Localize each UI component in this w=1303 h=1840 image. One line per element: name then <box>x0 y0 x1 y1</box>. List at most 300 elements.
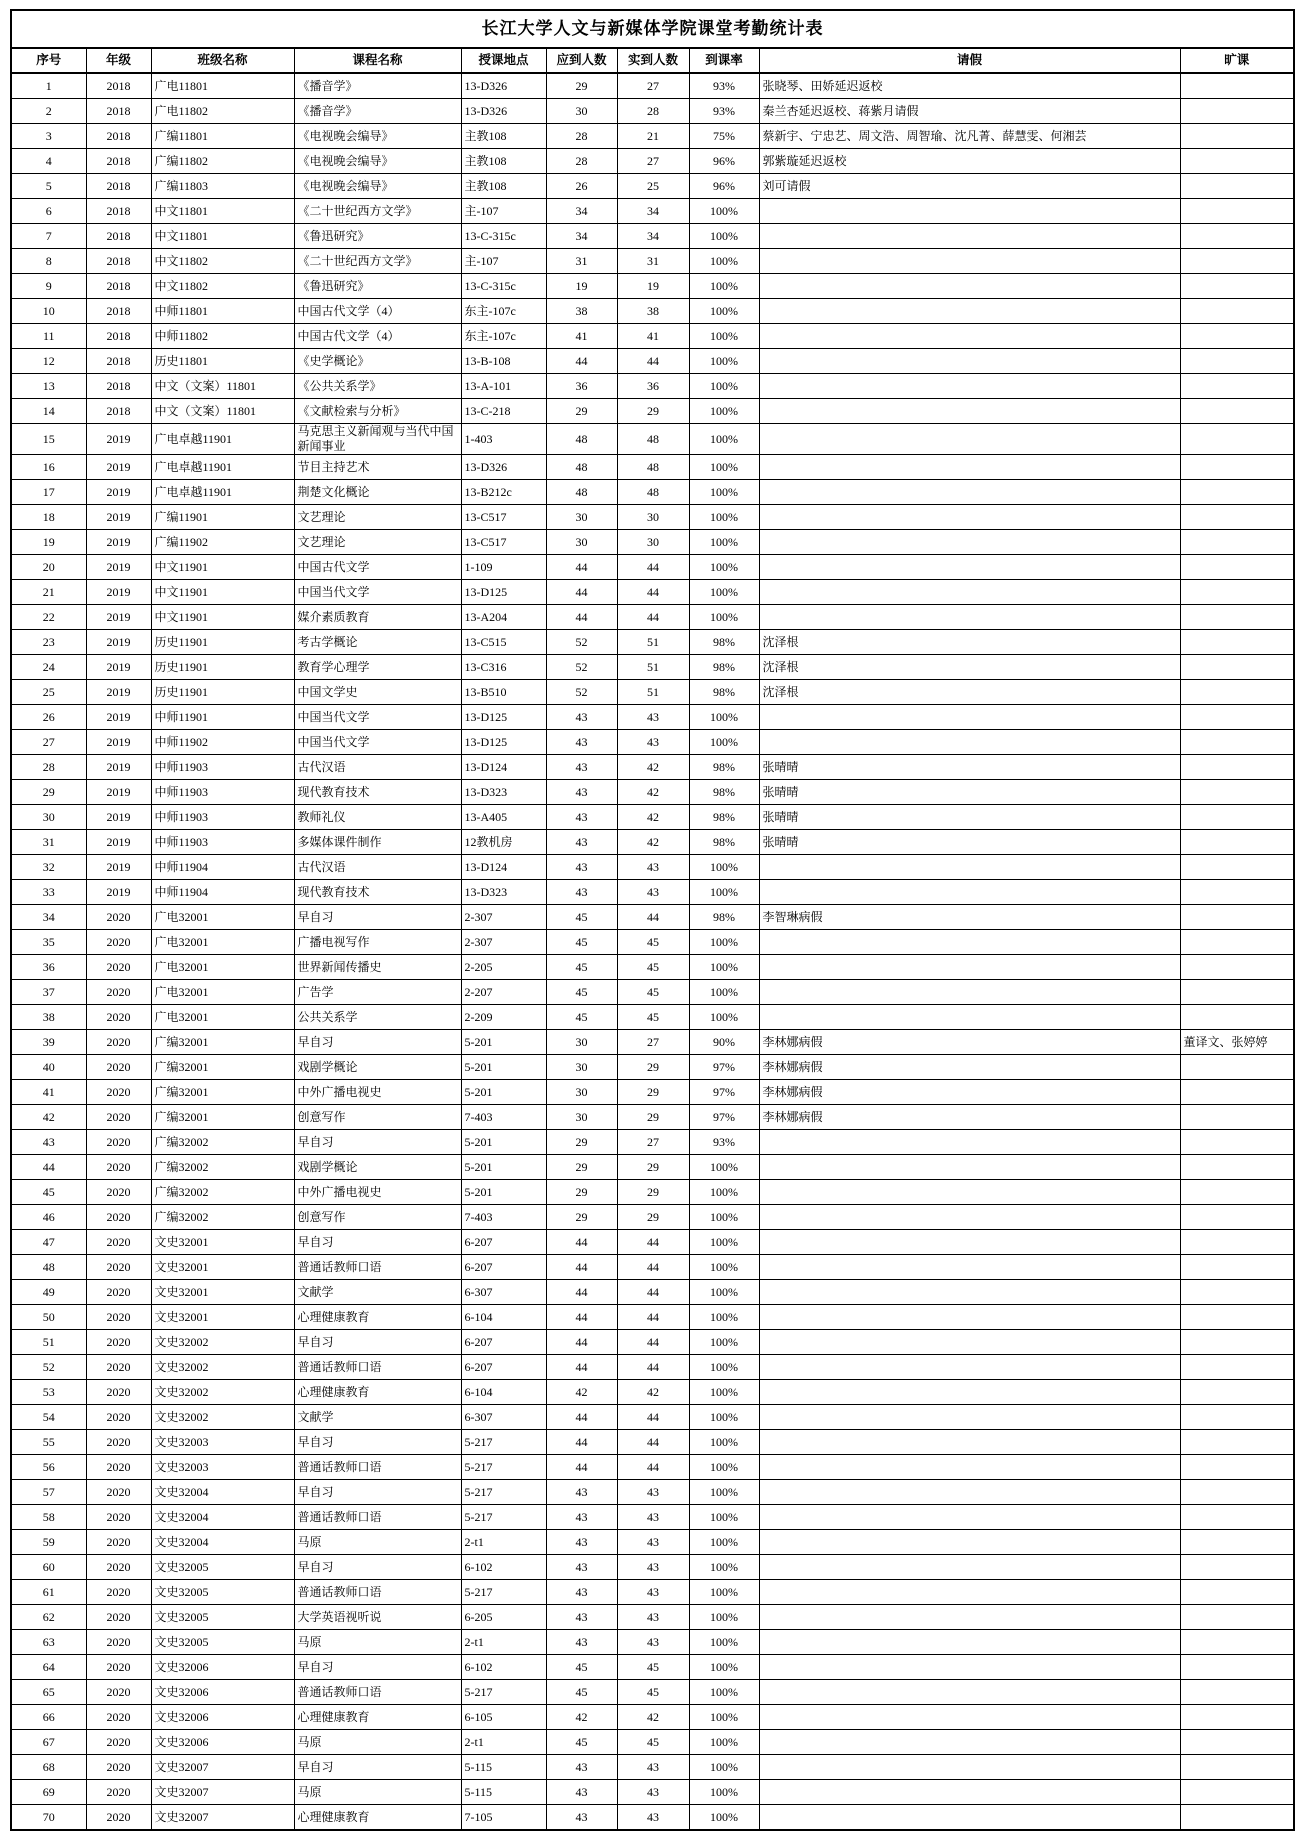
table-cell: 6-104 <box>461 1380 546 1405</box>
table-cell: 2020 <box>86 1305 151 1330</box>
table-cell <box>759 249 1180 274</box>
table-cell: 100% <box>689 349 759 374</box>
table-cell: 戏剧学概论 <box>294 1155 461 1180</box>
table-cell: 44 <box>617 905 689 930</box>
table-cell <box>1180 1230 1294 1255</box>
table-cell <box>1180 399 1294 424</box>
table-cell: 42 <box>546 1380 617 1405</box>
table-row <box>11 530 1294 555</box>
table-cell: 29 <box>546 1130 617 1155</box>
table-cell: 2020 <box>86 1455 151 1480</box>
table-cell <box>1180 680 1294 705</box>
table-cell: 1-109 <box>461 555 546 580</box>
table-cell: 2019 <box>86 455 151 480</box>
table-cell: 广编32001 <box>151 1105 294 1130</box>
table-cell: 62 <box>11 1605 86 1630</box>
table-row <box>11 1805 1294 1831</box>
table-cell: 2-t1 <box>461 1630 546 1655</box>
table-cell: 44 <box>546 1430 617 1455</box>
table-cell: 2020 <box>86 1655 151 1680</box>
table-cell <box>1180 880 1294 905</box>
table-cell: 48 <box>546 455 617 480</box>
table-cell: 李林娜病假 <box>759 1105 1180 1130</box>
table-cell: 普通话教师口语 <box>294 1680 461 1705</box>
table-cell: 主教108 <box>461 124 546 149</box>
table-cell: 52 <box>546 630 617 655</box>
table-cell: 48 <box>617 480 689 505</box>
table-cell: 13-D125 <box>461 705 546 730</box>
table-cell: 2020 <box>86 930 151 955</box>
table-cell: 广编32002 <box>151 1130 294 1155</box>
table-cell <box>1180 1530 1294 1555</box>
column-header-5: 应到人数 <box>546 48 617 73</box>
table-cell: 中师11903 <box>151 805 294 830</box>
table-row <box>11 424 1294 455</box>
table-cell: 29 <box>617 1105 689 1130</box>
table-cell: 43 <box>546 1805 617 1831</box>
table-cell: 28 <box>546 149 617 174</box>
table-cell <box>759 1005 1180 1030</box>
table-cell: 《二十世纪西方文学》 <box>294 199 461 224</box>
table-cell: 文艺理论 <box>294 530 461 555</box>
table-cell <box>1180 1130 1294 1155</box>
table-cell: 早自习 <box>294 1430 461 1455</box>
column-header-1: 年级 <box>86 48 151 73</box>
table-cell <box>759 374 1180 399</box>
table-cell: 6-207 <box>461 1230 546 1255</box>
table-cell: 43 <box>617 1630 689 1655</box>
table-cell: 2020 <box>86 1680 151 1705</box>
table-cell: 5-201 <box>461 1080 546 1105</box>
table-cell: 文史32006 <box>151 1680 294 1705</box>
table-cell: 5-201 <box>461 1030 546 1055</box>
table-cell: 节目主持艺术 <box>294 455 461 480</box>
table-cell: 29 <box>617 1080 689 1105</box>
table-cell: 45 <box>617 955 689 980</box>
table-cell: 文史32005 <box>151 1580 294 1605</box>
table-cell: 100% <box>689 1430 759 1455</box>
table-cell: 中国古代文学 <box>294 555 461 580</box>
table-cell: 文史32002 <box>151 1380 294 1405</box>
table-cell: 27 <box>617 1030 689 1055</box>
table-cell: 12教机房 <box>461 830 546 855</box>
table-cell: 66 <box>11 1705 86 1730</box>
table-cell: 43 <box>617 855 689 880</box>
table-cell: 75% <box>689 124 759 149</box>
table-cell: 古代汉语 <box>294 755 461 780</box>
table-cell: 现代教育技术 <box>294 880 461 905</box>
table-cell: 12 <box>11 349 86 374</box>
table-cell: 5-201 <box>461 1155 546 1180</box>
table-cell: 《二十世纪西方文学》 <box>294 249 461 274</box>
table-cell: 100% <box>689 1280 759 1305</box>
table-cell: 文史32007 <box>151 1805 294 1831</box>
table-cell: 96% <box>689 149 759 174</box>
table-cell: 100% <box>689 1630 759 1655</box>
table-row <box>11 730 1294 755</box>
table-cell: 98% <box>689 755 759 780</box>
table-cell: 19 <box>11 530 86 555</box>
table-cell: 43 <box>617 1605 689 1630</box>
table-cell: 历史11901 <box>151 655 294 680</box>
column-header-0: 序号 <box>11 48 86 73</box>
table-cell: 98% <box>689 805 759 830</box>
table-cell: 100% <box>689 224 759 249</box>
table-cell <box>1180 1055 1294 1080</box>
table-cell: 2020 <box>86 1480 151 1505</box>
table-cell: 广电卓越11901 <box>151 455 294 480</box>
table-cell: 13-D124 <box>461 855 546 880</box>
table-cell: 100% <box>689 1255 759 1280</box>
table-cell: 30 <box>617 505 689 530</box>
attendance-table <box>10 9 1295 1831</box>
table-cell: 27 <box>617 149 689 174</box>
table-cell: 100% <box>689 955 759 980</box>
table-cell: 2020 <box>86 1730 151 1755</box>
table-cell: 100% <box>689 530 759 555</box>
table-cell <box>1180 1305 1294 1330</box>
table-cell: 普通话教师口语 <box>294 1505 461 1530</box>
table-cell: 54 <box>11 1405 86 1430</box>
table-cell: 44 <box>546 1280 617 1305</box>
table-cell: 2-207 <box>461 980 546 1005</box>
table-row <box>11 174 1294 199</box>
table-cell: 郭紫璇延迟返校 <box>759 149 1180 174</box>
table-cell: 45 <box>11 1180 86 1205</box>
table-row <box>11 755 1294 780</box>
table-cell: 文史32003 <box>151 1430 294 1455</box>
table-cell: 2020 <box>86 1580 151 1605</box>
table-cell: 100% <box>689 505 759 530</box>
table-cell: 广电11802 <box>151 99 294 124</box>
table-cell: 2020 <box>86 1755 151 1780</box>
table-cell: 100% <box>689 1730 759 1755</box>
table-cell: 文史32005 <box>151 1555 294 1580</box>
table-row <box>11 1505 1294 1530</box>
table-row <box>11 1205 1294 1230</box>
table-cell <box>759 1730 1180 1755</box>
table-cell: 36 <box>617 374 689 399</box>
table-cell: 43 <box>546 1605 617 1630</box>
table-cell: 中师11802 <box>151 324 294 349</box>
table-cell: 52 <box>546 655 617 680</box>
table-cell: 2020 <box>86 1605 151 1630</box>
table-cell <box>759 199 1180 224</box>
table-cell: 38 <box>617 299 689 324</box>
table-cell: 2020 <box>86 1230 151 1255</box>
table-cell: 6-307 <box>461 1280 546 1305</box>
table-cell: 30 <box>546 1030 617 1055</box>
table-row <box>11 705 1294 730</box>
table-cell: 蔡新宇、宁忠艺、周文浩、周智瑜、沈凡菁、薛慧雯、何湘芸 <box>759 124 1180 149</box>
table-cell: 5-217 <box>461 1430 546 1455</box>
table-cell <box>759 1380 1180 1405</box>
table-cell: 44 <box>617 1430 689 1455</box>
table-cell: 张晴晴 <box>759 830 1180 855</box>
table-cell: 2018 <box>86 324 151 349</box>
table-cell <box>1180 1630 1294 1655</box>
table-cell: 100% <box>689 1605 759 1630</box>
table-cell: 2020 <box>86 1780 151 1805</box>
table-cell: 42 <box>617 805 689 830</box>
table-cell <box>759 1530 1180 1555</box>
table-cell <box>1180 99 1294 124</box>
table-cell: 文史32002 <box>151 1405 294 1430</box>
table-cell <box>1180 955 1294 980</box>
table-cell: 21 <box>11 580 86 605</box>
table-cell: 13-D326 <box>461 99 546 124</box>
table-cell <box>759 299 1180 324</box>
table-row <box>11 1355 1294 1380</box>
table-cell: 100% <box>689 1330 759 1355</box>
table-cell: 中国当代文学 <box>294 730 461 755</box>
table-cell: 2019 <box>86 555 151 580</box>
table-cell: 1-403 <box>461 424 546 455</box>
table-cell: 30 <box>546 1080 617 1105</box>
table-cell: 28 <box>546 124 617 149</box>
table-cell: 2018 <box>86 299 151 324</box>
table-cell: 30 <box>546 99 617 124</box>
table-cell <box>1180 299 1294 324</box>
table-cell: 32 <box>11 855 86 880</box>
table-cell: 98% <box>689 780 759 805</box>
table-cell: 97% <box>689 1105 759 1130</box>
table-cell: 早自习 <box>294 1555 461 1580</box>
table-cell: 59 <box>11 1530 86 1555</box>
table-cell: 30 <box>617 530 689 555</box>
table-cell: 5-217 <box>461 1680 546 1705</box>
table-cell: 34 <box>617 199 689 224</box>
table-cell <box>759 1630 1180 1655</box>
table-cell: 14 <box>11 399 86 424</box>
table-cell: 秦兰杏延迟返校、蒋紫月请假 <box>759 99 1180 124</box>
table-cell: 43 <box>546 755 617 780</box>
table-cell: 2018 <box>86 349 151 374</box>
table-cell: 5-201 <box>461 1180 546 1205</box>
table-cell: 5-217 <box>461 1480 546 1505</box>
table-cell: 13-C316 <box>461 655 546 680</box>
table-row <box>11 1305 1294 1330</box>
table-cell <box>759 955 1180 980</box>
table-cell: 文史32001 <box>151 1255 294 1280</box>
table-cell: 2020 <box>86 1805 151 1831</box>
table-cell: 2020 <box>86 1630 151 1655</box>
table-cell: 13-D326 <box>461 73 546 99</box>
table-cell: 古代汉语 <box>294 855 461 880</box>
table-cell: 100% <box>689 1580 759 1605</box>
table-row <box>11 1680 1294 1705</box>
table-cell: 70 <box>11 1805 86 1831</box>
table-cell: 13-B212c <box>461 480 546 505</box>
table-cell: 2019 <box>86 605 151 630</box>
table-cell <box>759 705 1180 730</box>
table-cell: 刘可请假 <box>759 174 1180 199</box>
table-cell: 6-307 <box>461 1405 546 1430</box>
table-cell <box>1180 73 1294 99</box>
table-cell: 公共关系学 <box>294 1005 461 1030</box>
table-cell: 2020 <box>86 905 151 930</box>
table-cell: 2019 <box>86 480 151 505</box>
table-cell: 文史32007 <box>151 1755 294 1780</box>
table-cell: 早自习 <box>294 1655 461 1680</box>
table-cell: 2019 <box>86 730 151 755</box>
table-cell: 40 <box>11 1055 86 1080</box>
table-cell: 中师11903 <box>151 830 294 855</box>
column-header-3: 课程名称 <box>294 48 461 73</box>
table-cell: 63 <box>11 1630 86 1655</box>
table-cell: 《播音学》 <box>294 73 461 99</box>
table-row <box>11 1530 1294 1555</box>
table-cell <box>1180 1580 1294 1605</box>
table-cell: 19 <box>546 274 617 299</box>
table-cell: 27 <box>11 730 86 755</box>
table-cell: 48 <box>546 480 617 505</box>
table-cell <box>1180 174 1294 199</box>
table-cell: 5-217 <box>461 1505 546 1530</box>
table-cell: 100% <box>689 1780 759 1805</box>
table-cell: 27 <box>617 1130 689 1155</box>
table-cell: 43 <box>617 1530 689 1555</box>
table-cell: 现代教育技术 <box>294 780 461 805</box>
table-cell <box>759 480 1180 505</box>
table-cell <box>1180 980 1294 1005</box>
table-row <box>11 124 1294 149</box>
table-cell <box>759 274 1180 299</box>
table-header-row <box>11 48 1294 73</box>
table-cell: 2019 <box>86 680 151 705</box>
table-cell: 2020 <box>86 1430 151 1455</box>
table-cell: 51 <box>617 680 689 705</box>
table-cell <box>1180 1355 1294 1380</box>
table-cell: 广编11802 <box>151 149 294 174</box>
column-header-6: 实到人数 <box>617 48 689 73</box>
table-cell: 100% <box>689 930 759 955</box>
table-cell <box>1180 1655 1294 1680</box>
table-cell: 文艺理论 <box>294 505 461 530</box>
table-cell: 43 <box>546 1580 617 1605</box>
table-cell: 2020 <box>86 1330 151 1355</box>
table-cell: 51 <box>617 630 689 655</box>
table-row <box>11 905 1294 930</box>
table-cell: 52 <box>546 680 617 705</box>
table-cell: 100% <box>689 1355 759 1380</box>
table-cell: 13-C-315c <box>461 274 546 299</box>
table-cell: 100% <box>689 1555 759 1580</box>
table-cell: 《鲁迅研究》 <box>294 224 461 249</box>
table-cell: 教育学心理学 <box>294 655 461 680</box>
table-cell <box>1180 374 1294 399</box>
table-cell: 13-C517 <box>461 505 546 530</box>
table-cell: 主教108 <box>461 149 546 174</box>
table-cell: 100% <box>689 1380 759 1405</box>
table-cell: 45 <box>617 1655 689 1680</box>
table-cell <box>1180 1280 1294 1305</box>
table-cell <box>1180 605 1294 630</box>
table-cell: 历史11901 <box>151 630 294 655</box>
table-row <box>11 480 1294 505</box>
table-cell: 43 <box>546 1630 617 1655</box>
table-cell: 张晓琴、田娇延迟返校 <box>759 73 1180 99</box>
table-cell: 2019 <box>86 880 151 905</box>
table-cell: 早自习 <box>294 1030 461 1055</box>
table-cell <box>1180 705 1294 730</box>
table-cell: 2019 <box>86 705 151 730</box>
table-cell: 45 <box>546 955 617 980</box>
table-cell: 创意写作 <box>294 1205 461 1230</box>
table-cell: 广编32001 <box>151 1030 294 1055</box>
table-cell: 100% <box>689 480 759 505</box>
table-cell: 100% <box>689 424 759 455</box>
table-cell: 2020 <box>86 1105 151 1130</box>
table-cell: 2019 <box>86 655 151 680</box>
table-cell: 广播电视写作 <box>294 930 461 955</box>
table-cell: 36 <box>11 955 86 980</box>
table-cell: 早自习 <box>294 1330 461 1355</box>
table-cell: 43 <box>11 1130 86 1155</box>
table-cell: 13-D125 <box>461 580 546 605</box>
table-cell: 45 <box>546 1730 617 1755</box>
table-row <box>11 805 1294 830</box>
table-cell: 主-107 <box>461 249 546 274</box>
table-cell: 96% <box>689 174 759 199</box>
table-cell: 100% <box>689 199 759 224</box>
table-cell: 43 <box>546 1505 617 1530</box>
table-cell: 42 <box>11 1105 86 1130</box>
table-cell: 48 <box>617 455 689 480</box>
table-cell: 李智琳病假 <box>759 905 1180 930</box>
table-cell: 45 <box>617 1005 689 1030</box>
table-row <box>11 199 1294 224</box>
table-cell: 48 <box>11 1255 86 1280</box>
column-header-9: 旷课 <box>1180 48 1294 73</box>
table-cell <box>1180 249 1294 274</box>
table-cell: 中外广播电视史 <box>294 1180 461 1205</box>
table-cell: 5-217 <box>461 1580 546 1605</box>
table-cell: 6-207 <box>461 1355 546 1380</box>
table-cell <box>1180 855 1294 880</box>
table-cell: 41 <box>11 1080 86 1105</box>
table-cell: 100% <box>689 1230 759 1255</box>
table-cell: 广电32001 <box>151 980 294 1005</box>
table-cell: 2018 <box>86 274 151 299</box>
table-cell <box>759 1255 1180 1280</box>
table-cell: 广编32001 <box>151 1080 294 1105</box>
table-cell: 44 <box>617 605 689 630</box>
table-cell: 中文11801 <box>151 224 294 249</box>
table-cell: 48 <box>546 424 617 455</box>
table-cell: 34 <box>546 224 617 249</box>
table-cell: 文史32004 <box>151 1480 294 1505</box>
table-row <box>11 1705 1294 1730</box>
table-cell: 43 <box>546 805 617 830</box>
table-cell <box>1180 1430 1294 1455</box>
table-row <box>11 399 1294 424</box>
table-cell: 6-205 <box>461 1605 546 1630</box>
table-row <box>11 1630 1294 1655</box>
table-cell: 张晴晴 <box>759 780 1180 805</box>
table-cell: 2020 <box>86 1380 151 1405</box>
table-cell: 主-107 <box>461 199 546 224</box>
table-cell: 张晴晴 <box>759 805 1180 830</box>
table-cell: 43 <box>546 880 617 905</box>
table-cell <box>1180 1730 1294 1755</box>
table-cell: 52 <box>11 1355 86 1380</box>
table-cell: 44 <box>546 1405 617 1430</box>
table-cell: 42 <box>617 1380 689 1405</box>
table-cell <box>759 349 1180 374</box>
page-title: 长江大学人文与新媒体学院课堂考勤统计表 <box>11 10 1294 48</box>
table-cell: 荆楚文化概论 <box>294 480 461 505</box>
